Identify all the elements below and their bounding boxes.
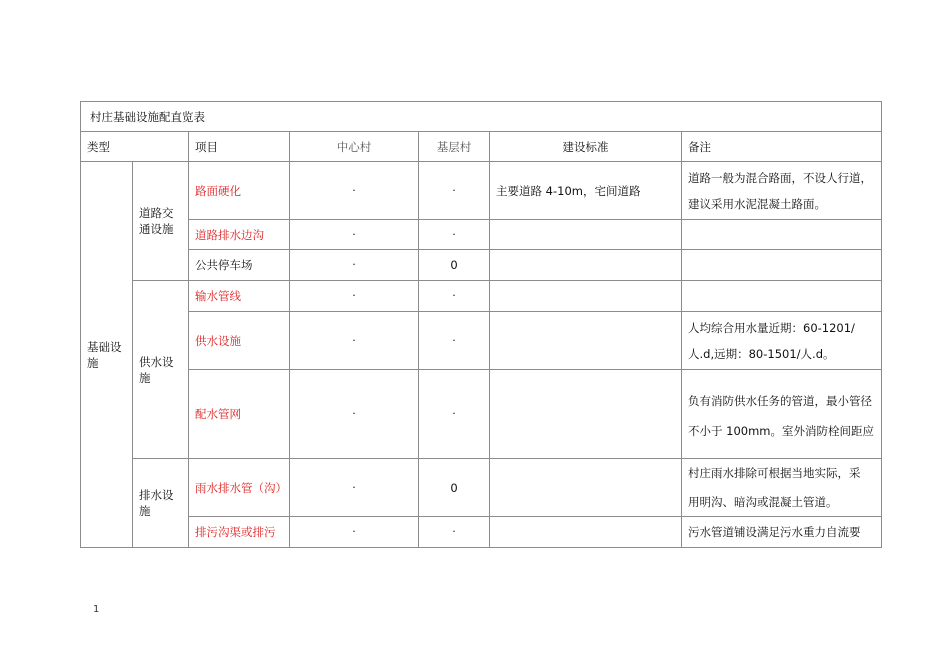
item-cell: 道路排水边沟 — [189, 220, 290, 250]
item-cell: 输水管线 — [189, 281, 290, 312]
table-row — [81, 312, 882, 370]
group-drain: 排水设施 — [133, 459, 189, 548]
table-row — [81, 220, 882, 250]
table-row — [81, 370, 882, 459]
central-value: · — [290, 281, 419, 312]
grassroots-value: 0 — [419, 250, 490, 281]
standard-cell — [490, 459, 682, 517]
central-value: · — [290, 517, 419, 548]
grassroots-value: · — [419, 517, 490, 548]
remark-cell — [682, 250, 882, 281]
remark-cell — [682, 162, 882, 220]
standard-cell — [490, 312, 682, 370]
table-row — [81, 517, 882, 548]
standard-cell: 主要道路 4-10m，宅间道路 — [490, 162, 682, 220]
remark-line: 不小于 100mm。室外消防栓间距应 — [688, 423, 875, 438]
central-value: · — [290, 220, 419, 250]
remark-line: 道路一般为混合路面，不设人行道， — [688, 170, 872, 185]
table-row — [81, 250, 882, 281]
standard-cell — [490, 250, 682, 281]
remark-cell: 污水管道铺设满足污水重力自流要 — [682, 517, 882, 548]
table-row — [81, 162, 882, 220]
remark-cell — [682, 370, 882, 459]
remark-line: 建议采用水泥混凝土路面。 — [688, 196, 826, 211]
remark-cell — [682, 459, 882, 517]
item-cell: 排污沟渠或排污 — [189, 517, 290, 548]
facility-table — [80, 101, 882, 548]
remark-line: 用明沟、暗沟或混凝土管道。 — [688, 495, 838, 509]
table-row — [81, 459, 882, 517]
item-cell: 配水管网 — [189, 370, 290, 459]
header-central-village: 中心村 — [290, 132, 419, 162]
remark-line: 村庄雨水排除可根据当地实际，采 — [688, 466, 861, 480]
table-title: 村庄基础设施配直览表 — [81, 102, 882, 132]
header-grassroots-village: 基层村 — [419, 132, 490, 162]
item-cell: 路面硬化 — [189, 162, 290, 220]
group-water: 供水设施 — [133, 281, 189, 459]
item-cell: 供水设施 — [189, 312, 290, 370]
grassroots-value: · — [419, 370, 490, 459]
remark-line: 人.d,远期：80-1501/人.d。 — [688, 346, 835, 361]
header-type: 类型 — [81, 132, 189, 162]
category-cell: 基础设施 — [81, 162, 133, 548]
remark-cell — [682, 281, 882, 312]
central-value: · — [290, 250, 419, 281]
grassroots-value: · — [419, 162, 490, 220]
central-value: · — [290, 459, 419, 517]
standard-cell — [490, 220, 682, 250]
remark-line: 人均综合用水量近期：60-1201/ — [688, 320, 855, 335]
header-row — [81, 132, 882, 162]
grassroots-value: · — [419, 312, 490, 370]
standard-cell — [490, 281, 682, 312]
central-value: · — [290, 312, 419, 370]
remark-cell — [682, 312, 882, 370]
grassroots-value: · — [419, 220, 490, 250]
remark-cell — [682, 220, 882, 250]
item-cell: 公共停车场 — [189, 250, 290, 281]
grassroots-value: · — [419, 281, 490, 312]
header-remark: 备注 — [682, 132, 882, 162]
remark-line: 负有消防供水任务的管道，最小管径 — [688, 393, 872, 408]
group-road: 道路交通设施 — [133, 162, 189, 281]
page-mark: 1 — [93, 604, 100, 615]
central-value: · — [290, 162, 419, 220]
standard-cell — [490, 517, 682, 548]
standard-cell — [490, 370, 682, 459]
header-standard: 建设标准 — [490, 132, 682, 162]
table-row — [81, 281, 882, 312]
item-cell: 雨水排水管（沟） — [189, 459, 290, 517]
central-value: · — [290, 370, 419, 459]
grassroots-value: 0 — [419, 459, 490, 517]
header-item: 项目 — [189, 132, 290, 162]
